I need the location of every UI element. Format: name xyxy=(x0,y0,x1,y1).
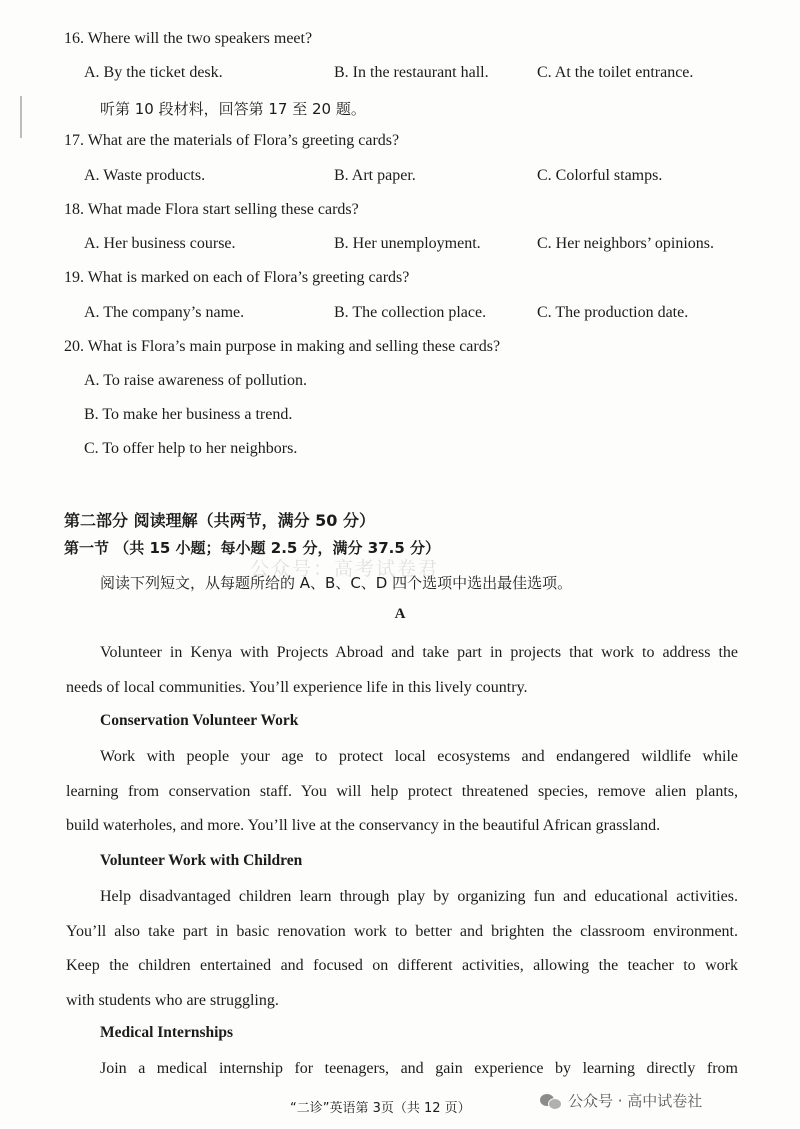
text-line: build waterholes, and more. You’ll live at the conservancy in the beautiful African grassland. xyxy=(66,817,661,834)
text-line: with students who are struggling. xyxy=(66,991,279,1009)
text-line: learning from conservation staff. You will help protect threatened species, remove alien plants, xyxy=(66,782,738,800)
q20-option-b: B. To make her business a trend. xyxy=(84,406,293,423)
q18-option-c: C. Her neighbors’ opinions. xyxy=(537,235,715,252)
text-line: Work with people your age to protect local ecosystems and endangered wildlife while xyxy=(100,748,738,765)
question-19: 19. What is marked on each of Flora’s greeting cards? xyxy=(64,269,410,286)
corner-watermark xyxy=(540,1090,702,1111)
section-heading-children: Volunteer Work with Children xyxy=(100,852,303,869)
passage-intro xyxy=(66,636,738,705)
text-line: Volunteer in Kenya with Projects Abroad and take part in projects that work to address the xyxy=(100,644,738,661)
question-17: 17. What are the materials of Flora’s greeting cards? xyxy=(64,132,400,149)
section-body-children xyxy=(66,880,738,1018)
q20-option-a: A. To raise awareness of pollution. xyxy=(84,372,307,389)
text-line: needs of local communities. You’ll experience life in this lively country. xyxy=(66,678,528,696)
reading-instruction: 阅读下列短文，从每题所给的 A、B、C、D 四个选项中选出最佳选项。 xyxy=(100,574,573,592)
question-18: 18. What made Flora start selling these cards? xyxy=(64,201,359,218)
q17-option-a: A. Waste products. xyxy=(84,167,206,184)
chat-bubble-icon xyxy=(540,1092,562,1110)
text-line: Help disadvantaged children learn through play by organizing fun and educational activities. xyxy=(100,888,738,905)
corner-watermark-text: 公众号 · 高中试卷社 xyxy=(568,1092,703,1110)
section-heading-conservation: Conservation Volunteer Work xyxy=(100,712,299,729)
q16-option-c: C. At the toilet entrance. xyxy=(537,64,694,81)
q20-option-c: C. To offer help to her neighbors. xyxy=(84,440,298,457)
page-footer: “二诊”英语第 3页（共 12 页） xyxy=(290,1101,471,1116)
center-watermark: 公众号：高考试卷君 xyxy=(250,558,440,580)
q16-option-a: A. By the ticket desk. xyxy=(84,64,223,81)
q17-option-b: B. Art paper. xyxy=(334,167,416,184)
q18-option-a: A. Her business course. xyxy=(84,235,236,252)
section-body-medical xyxy=(66,1052,738,1087)
margin-mark xyxy=(20,96,22,138)
q19-option-a: A. The company’s name. xyxy=(84,304,245,321)
passage-label: A xyxy=(394,606,406,622)
q16-option-b: B. In the restaurant hall. xyxy=(334,64,489,81)
section-heading-medical: Medical Internships xyxy=(100,1024,234,1041)
q19-option-c: C. The production date. xyxy=(537,304,689,321)
text-line: You’ll also take part in basic renovation work to better and brighten the classroom environment. xyxy=(66,922,738,940)
text-line: Join a medical internship for teenagers, and gain experience by learning directly from xyxy=(100,1060,738,1077)
text-line: Keep the children entertained and focused on different activities, allowing the teacher to work xyxy=(66,957,738,974)
part2-title: 第二部分 阅读理解（共两节，满分 50 分） xyxy=(64,511,375,530)
question-20: 20. What is Flora’s main purpose in making and selling these cards? xyxy=(64,338,501,355)
question-16: 16. Where will the two speakers meet? xyxy=(64,30,313,47)
q17-option-c: C. Colorful stamps. xyxy=(537,167,663,184)
listening-instruction: 听第 10 段材料，回答第 17 至 20 题。 xyxy=(100,100,366,118)
q18-option-b: B. Her unemployment. xyxy=(334,235,481,252)
section1-title: 第一节 （共 15 小题；每小题 2.5 分，满分 37.5 分） xyxy=(64,539,441,557)
q19-option-b: B. The collection place. xyxy=(334,304,487,321)
section-body-conservation xyxy=(66,740,738,844)
